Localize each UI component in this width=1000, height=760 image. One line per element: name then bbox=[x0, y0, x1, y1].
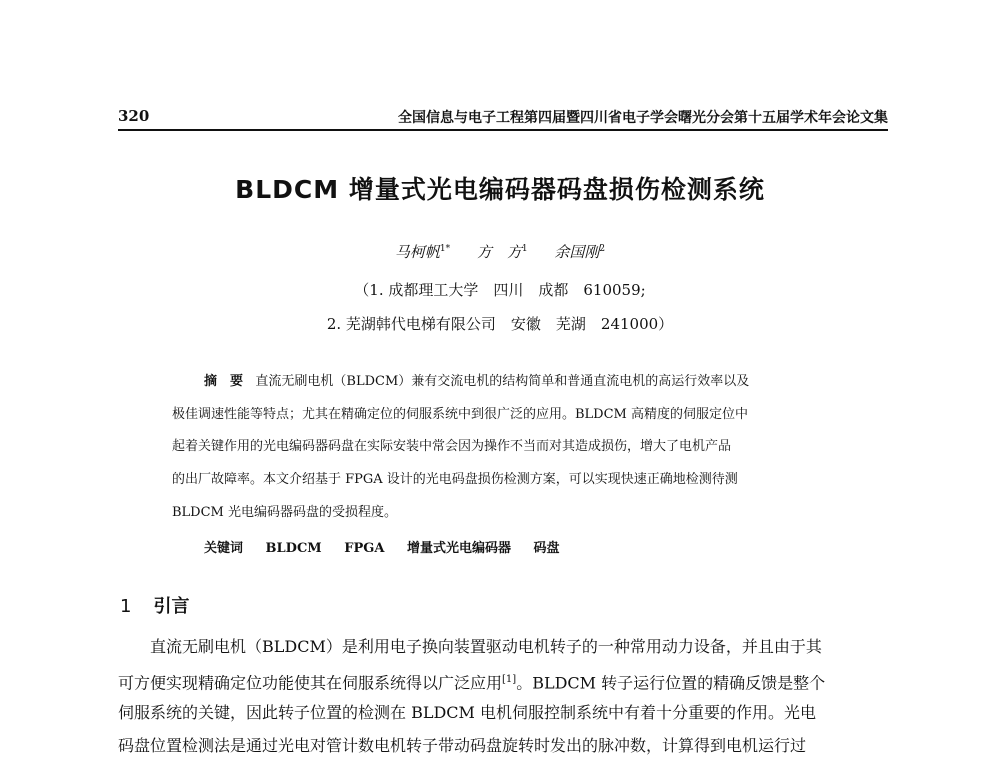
affiliation-line: 2. 芜湖韩代电梯有限公司 安徽 芜湖 241000） bbox=[326, 315, 674, 333]
author-name: 余国刚 bbox=[554, 243, 600, 261]
body-line: 码盘位置检测法是通过光电对管计数电机转子带动码盘旋转时发出的脉冲数，计算得到电机运行过 bbox=[118, 736, 807, 755]
abstract-line: 起着关键作用的光电编码器码盘在实际安装中常会因为操作不当而对其造成损伤，增大了电机产品 bbox=[172, 439, 732, 454]
affiliation-line: （1. 成都理工大学 四川 成都 610059; bbox=[354, 281, 646, 299]
abstract-line: 极佳调速性能等特点；尤其在精确定位的伺服系统中到很广泛的应用。BLDCM 高精度的伺服定位中 bbox=[172, 407, 748, 422]
keywords-label: 关键词 bbox=[204, 541, 244, 556]
section-heading bbox=[120, 592, 189, 618]
section-number: 1 bbox=[120, 596, 132, 617]
keyword: 增量式光电编码器 bbox=[406, 541, 511, 556]
abstract-line: 的出厂故障率。本文介绍基于 FPGA 设计的光电码盘损伤检测方案，可以实现快速正确地检测待测 bbox=[172, 472, 738, 487]
body-line bbox=[118, 669, 888, 694]
abstract-line bbox=[204, 373, 836, 391]
abstract-label: 摘 要 bbox=[204, 374, 244, 389]
author-affiliation-mark: 2 bbox=[599, 244, 606, 254]
body-text: 可方便实现精确定位功能使其在伺服系统得以广泛应用 bbox=[118, 673, 503, 693]
author-name: 方 方 bbox=[476, 243, 522, 261]
body-text: 。BLDCM 转子运行位置的精确反馈是整个 bbox=[516, 673, 826, 693]
running-header bbox=[118, 103, 888, 131]
section-title: 引言 bbox=[153, 596, 190, 617]
abstract-line: BLDCM 光电编码器码盘的受损程度。 bbox=[172, 505, 397, 520]
keyword: 码盘 bbox=[533, 541, 560, 556]
paper-title: BLDCM 增量式光电编码器码盘损伤检测系统 bbox=[235, 175, 765, 204]
author-affiliation-mark: 1* bbox=[439, 244, 451, 254]
author-list bbox=[0, 241, 1000, 262]
citation: [1] bbox=[502, 674, 517, 685]
body-line: 伺服系统的关键，因此转子位置的检测在 BLDCM 电机伺服控制系统中有着十分重要的作用。光电 bbox=[118, 703, 817, 722]
journal-title: 全国信息与电子工程第四届暨四川省电子学会曙光分会第十五届学术年会论文集 bbox=[398, 110, 888, 126]
keyword: BLDCM bbox=[265, 541, 322, 556]
body-line: 直流无刷电机（BLDCM）是利用电子换向装置驱动电机转子的一种常用动力设备，并且由于其 bbox=[150, 637, 822, 656]
author-affiliation-mark: 1 bbox=[521, 244, 528, 254]
keyword: FPGA bbox=[344, 541, 385, 556]
page-number: 320 bbox=[118, 107, 150, 125]
abstract-text: 直流无刷电机（BLDCM）兼有交流电机的结构简单和普通直流电机的高运行效率以及 bbox=[255, 374, 750, 389]
keywords-line bbox=[204, 537, 578, 556]
author-name: 马柯帆 bbox=[394, 243, 440, 261]
